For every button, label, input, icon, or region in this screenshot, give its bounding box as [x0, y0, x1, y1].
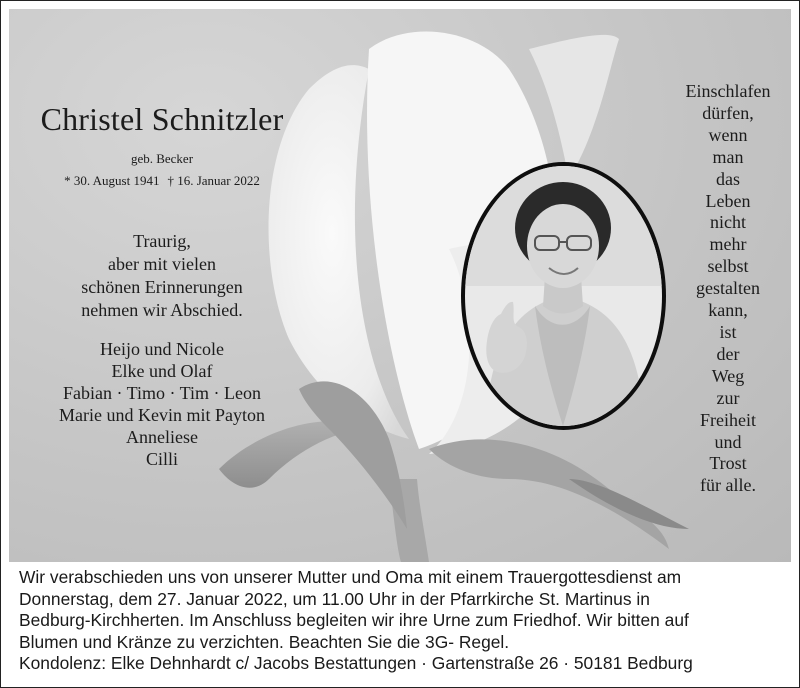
poem-line: das	[716, 168, 740, 189]
notice-line: Donnerstag, dem 27. Januar 2022, um 11.00 Uhr in der Pfarrkirche St. Martinus in	[19, 588, 650, 609]
mourning-verse	[17, 230, 307, 322]
poem-line: Freiheit	[700, 409, 756, 430]
poem-line: und	[714, 431, 742, 452]
poem-line: selbst	[707, 256, 749, 277]
notice-line: Bedburg-Kirchherten. Im Anschluss begleiten wir ihre Urne zum Friedhof. Wir bitten auf	[19, 610, 689, 630]
poem-line: Trost	[709, 453, 747, 474]
poem-line: mehr	[709, 234, 747, 255]
poem-line: ist	[719, 321, 737, 342]
portrait-illustration	[465, 166, 662, 426]
poem-line: Leben	[705, 190, 751, 211]
family-line: Marie und Kevin mit Payton	[59, 405, 265, 425]
verse-line: nehmen wir Abschied.	[81, 300, 243, 320]
birth-name: geb. Becker	[130, 151, 194, 166]
poem-line: nicht	[710, 212, 746, 233]
verse-line: aber mit vielen	[108, 254, 216, 274]
poem-line: man	[712, 146, 744, 167]
funeral-notice-text	[19, 567, 789, 675]
poem-line: zur	[716, 387, 740, 408]
life-dates	[17, 173, 307, 189]
poem-line: kann,	[708, 300, 748, 321]
poem-line: für alle.	[700, 475, 756, 496]
death-date: † 16. Januar 2022	[167, 173, 260, 188]
verse-line: Traurig,	[133, 231, 191, 251]
birth-date: * 30. August 1941	[64, 173, 160, 188]
family-line: Cilli	[145, 449, 178, 469]
poem-line: gestalten	[696, 278, 760, 299]
family-line: Elke und Olaf	[111, 361, 213, 381]
condolence-line: Kondolenz: Elke Dehnhardt c/ Jacobs Bestattungen · Gartenstraße 26 · 50181 Bedburg	[19, 653, 693, 673]
family-line: Anneliese	[126, 427, 198, 447]
poem-line: Einschlafen	[685, 81, 771, 101]
deceased-name: Christel Schnitzler	[40, 101, 284, 137]
poem	[663, 81, 793, 497]
verse-line: schönen Erinnerungen	[81, 277, 243, 297]
family-line: Fabian · Timo · Tim · Leon	[62, 383, 262, 403]
family-signatures	[17, 338, 307, 470]
poem-line: der	[716, 343, 740, 364]
notice-line: Wir verabschieden uns von unserer Mutter und Oma mit einem Trauergottesdienst am	[19, 567, 682, 587]
notice-line: Blumen und Kränze zu verzichten. Beachten Sie die 3G- Regel.	[19, 631, 510, 652]
portrait-photo	[461, 162, 666, 430]
poem-line: dürfen,	[702, 102, 754, 123]
family-line: Heijo und Nicole	[100, 339, 224, 359]
poem-line: wenn	[708, 124, 748, 145]
poem-line: Weg	[711, 365, 745, 386]
